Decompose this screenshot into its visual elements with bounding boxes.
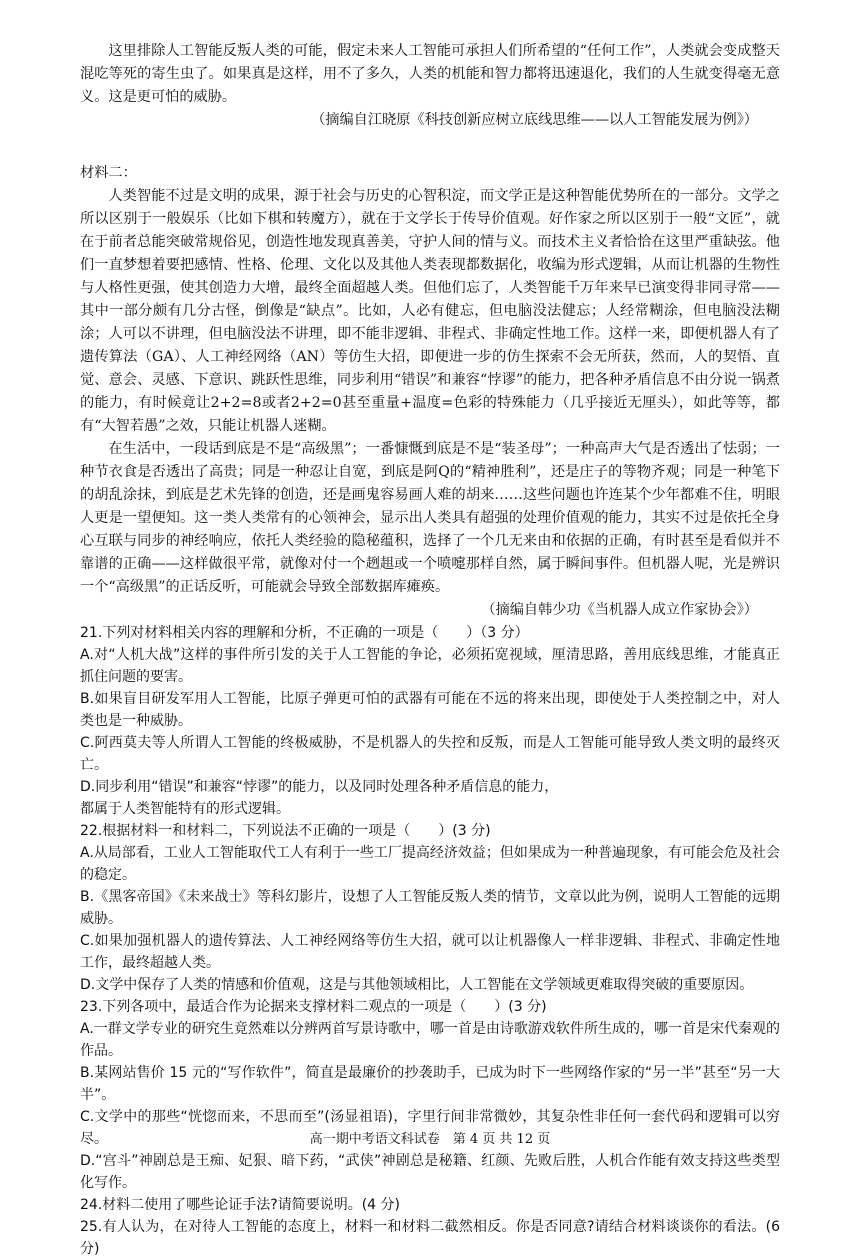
option-d: D.文学中保存了人类的情感和价值观，这是与其他领域相比，人工智能在文学领域更难取得突破的重要原因。 bbox=[80, 977, 754, 993]
material2-label: 材料二： bbox=[80, 165, 137, 181]
option-a: A.从局部看，工业人工智能取代工人有利于一些工厂提高经济效益；但如果成为一种普遍现象，有可能会危及社会的稳定。 bbox=[80, 845, 780, 883]
question-stem: 21.下列对材料相关内容的理解和分析，不正确的一项是（ ）（3 分） bbox=[80, 625, 529, 641]
option-a: A.一群文学专业的研究生竟然难以分辨两首写景诗歌中，哪一首是由诗歌游戏软件所生成的，哪一首是宋代秦观的作品。 bbox=[80, 1021, 780, 1059]
question-stem: 24.材料二使用了哪些论证手法?请简要说明。(4 分) bbox=[80, 1197, 400, 1213]
option-d-continued: 都属于人类智能特有的形式逻辑。 bbox=[80, 801, 290, 817]
question-21 bbox=[80, 622, 780, 820]
option-c: C.阿西莫夫等人所谓人工智能的终极威胁，不是机器人的失控和反叛，而是人工智能可能导致人类文明的最终灭亡。 bbox=[80, 735, 780, 773]
question-stem: 23.下列各项中，最适合作为论据来支撑材料二观点的一项是（ ）(3 分) bbox=[80, 999, 547, 1015]
option-c: C.如果加强机器人的遗传算法、人工神经网络等仿生大招，就可以让机器像人一样非逻辑、非程式、非确定性地工作，最终超越人类。 bbox=[80, 933, 780, 971]
option-b: B.某网站售价 15 元的“写作软件”，简直是最廉价的抄袭助手，已成为时下一些网络作家的“另一半”甚至“另一大半”。 bbox=[80, 1065, 780, 1103]
option-b: B.如果盲目研发军用人工智能，比原子弹更可怕的武器有可能在不远的将来出现，即使处于人类控制之中，对人类也是一种威胁。 bbox=[80, 691, 780, 729]
option-c: C.文学中的那些“恍惚而来，不思而至”(汤显祖语)，字里行间非常微妙，其复杂性非任何一套代码和逻辑可以穷尽。 bbox=[80, 1109, 780, 1147]
material2-source: （摘编自韩少功《当机器人成立作家协会》） bbox=[481, 602, 758, 618]
option-d: D.“宫斗”神剧总是王痴、妃狠、暗下药，“武侠”神剧总是秘籍、红颜、先败后胜，人机合作能有效支持这些类型化写作。 bbox=[80, 1153, 780, 1191]
question-23 bbox=[80, 996, 780, 1194]
material1-source: （摘编自江晓原《科技创新应树立底线思维——以人工智能发展为例》） bbox=[311, 112, 758, 128]
question-24 bbox=[80, 1194, 780, 1216]
option-d: D.同步利用“错误”和兼容“悖谬”的能力，以及同时处理各种矛盾信息的能力， bbox=[80, 779, 559, 795]
option-a: A.对“人机大战”这样的事件所引发的关于人工智能的争论，必须拓宽视域，厘清思路，善用底线思维，才能真正抓住问题的要害。 bbox=[80, 647, 780, 685]
question-stem: 25.有人认为，在对待人工智能的态度上，材料一和材料二截然相反。你是否同意?请结合材料谈谈你的看法。(6 分) bbox=[80, 1219, 780, 1257]
page-footer: 高一期中考语文科试卷 第 4 页 共 12 页 bbox=[309, 1132, 551, 1147]
question-22 bbox=[80, 820, 780, 996]
material2-paragraph-2: 在生活中，一段话到底是不是“高级黑”；一番慷慨到底是不是“装圣母”；一种高声大气是否透出了怯弱；一种节衣食是否透出了高贵；同是一种忍让自宽，到底是阿Q的“精神胜利”，还是庄子的等物齐观；同是一种笔下的胡乱涂抹，到底是艺术先锋的创造，还是画鬼容易画人难的胡来……这些问题也许连某个少年都难不住，明眼人更是一望便知。这一类人类常有的心领神会，显示出人类具有超强的处理价值观的能力，其实不过是依托全身心互联与同步的神经响应，依托人类经验的隐秘蕴积，选择了一个几无来由和依据的正确，有时甚至是看似并不靠谱的正确——这样做很平常，就像对付一个趔趄或一个喷嚏那样自然，属于瞬间事件。但机器人呢，光是辨识一个“高级黑”的正话反听，可能就会导致全部数据库瘫痪。 bbox=[80, 441, 780, 595]
question-stem: 22.根据材料一和材料二，下列说法不正确的一项是（ ）(3 分) bbox=[80, 823, 491, 839]
questions-section bbox=[80, 622, 780, 1260]
material1-paragraph: 这里排除人工智能反叛人类的可能，假定未来人工智能可承担人们所希望的“任何工作”，人类就会变成整天混吃等死的寄生虫了。如果真是这样，用不了多久，人类的机能和智力都将迅速退化，我们的人生就变得毫无意义。这是更可怕的威胁。 bbox=[80, 43, 780, 105]
material2-paragraph-1: 人类智能不过是文明的成果，源于社会与历史的心智积淀，而文学正是这种智能优势所在的一部分。文学之所以区别于一般娱乐（比如下棋和转魔方），就在于文学长于传导价值观。好作家之所以区别于一般“文匠”，就在于前者总能突破常规俗见，创造性地发现真善美，守护人间的情与义。而技术主义者恰恰在这里严重缺弦。他们一直梦想着要把感情、性格、伦理、文化以及其他人类表现都数据化，收编为形式逻辑，从而让机器的生物性与人格性更强，使其创造力大增，最终全面超越人类。但他们忘了，人类智能千万年来早已演变得非同寻常——其中一部分颇有几分古怪，倒像是“缺点”。比如，人必有健忘，但电脑没法健忘；人经常糊涂，但电脑没法糊涂；人可以不讲理，但电脑没法不讲理，即不能非逻辑、非程式、非确定性地工作。这样一来，即便机器人有了遗传算法（GA）、人工神经网络（AN）等仿生大招，即便进一步的仿生探索不会无所获，然而，人的契悟、直觉、意会、灵感、下意识、跳跃性思维，同步利用“错误”和兼容“悖谬”的能力，把各种矛盾信息不由分说一锅煮的能力，有时候竟让2+2=8或者2+2=0甚至重量+温度=色彩的特殊能力（几乎接近无厘头），如此等等，都有“大智若愚”之效，只能让机器人迷糊。 bbox=[80, 188, 780, 434]
option-b: B.《黑客帝国》《未来战士》等科幻影片，设想了人工智能反叛人类的情节，文章以此为例，说明人工智能的远期威胁。 bbox=[80, 889, 780, 927]
question-25 bbox=[80, 1216, 780, 1260]
exam-page bbox=[80, 40, 780, 1260]
